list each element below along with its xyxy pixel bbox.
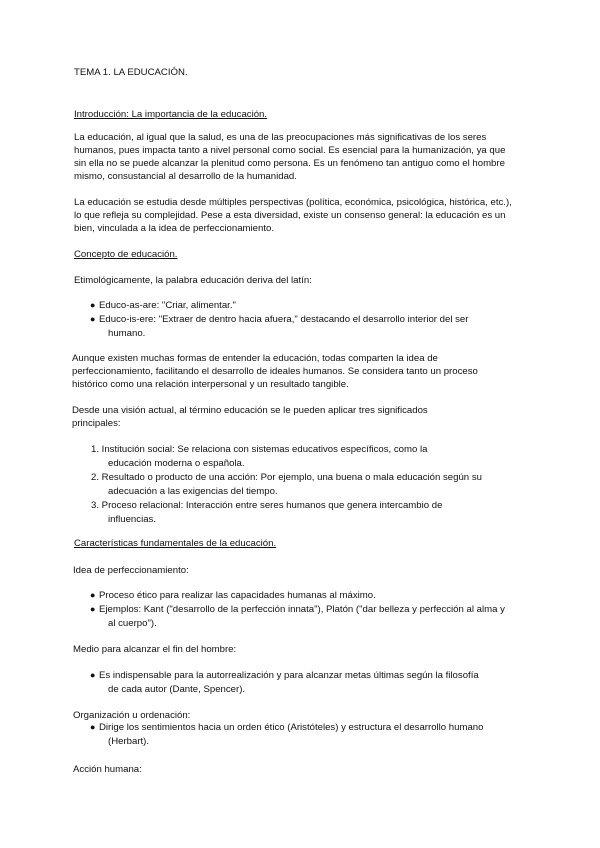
list-item-continuation: humano. (108, 328, 146, 339)
list-item: Ejemplos: Kant ("desarrollo de la perfección innata"), Platón ("dar belleza y perfección al alma y (99, 604, 505, 615)
desde-line: principales: (72, 418, 121, 429)
numbered-item: 3. Proceso relacional: Interacción entre seres humanos que genera intercambio de (91, 500, 443, 511)
numbered-item: 2. Resultado o producto de una acción: Por ejemplo, una buena o mala educación según su (91, 472, 482, 483)
document-title: TEMA 1. LA EDUCACIÓN. (74, 67, 188, 78)
numbered-item-continuation: educación moderna o española. (108, 458, 245, 469)
list-item: Dirige los sentimientos hacia un orden ético (Aristóteles) y estructura el desarrollo humano (99, 722, 484, 733)
list-item: Es indispensable para la autorrealización y para alcanzar metas últimas según la filosofía (99, 670, 479, 681)
numbered-item-continuation: influencias. (108, 514, 156, 525)
intro-p1-line: mismo, consustancial al desarrollo de la humanidad. (74, 171, 297, 182)
aunque-line: perfeccionamiento, facilitando el desarrollo de ideales humanos. Se considera tanto un proceso (72, 366, 478, 377)
section-title: Organización u ordenación: (73, 710, 191, 721)
section-title: Medio para alcanzar el fin del hombre: (73, 644, 237, 655)
list-item: Educo-as-are: "Criar, alimentar." (99, 300, 236, 311)
intro-p2-line: La educación se estudia desde múltiples perspectivas (política, económica, psicológica, histórica, etc.), (74, 197, 512, 208)
intro-p1-line: La educación, al igual que la salud, es una de las preocupaciones más significativas de los seres (74, 132, 487, 143)
etymology-text: Etimológicamente, la palabra educación deriva del latín: (74, 275, 312, 286)
intro-p1-line: sin ella no se puede alcanzar la plenitud como persona. Es un fenómeno tan antiguo como el hombre (74, 158, 505, 169)
bullet-icon: ● (90, 314, 96, 324)
bullet-icon: ● (90, 300, 96, 310)
caracteristicas-heading: Características fundamentales de la educación. (74, 538, 277, 549)
list-item-continuation: (Herbart). (108, 736, 150, 747)
list-item: Proceso ético para realizar las capacidades humanas al máximo. (99, 590, 376, 601)
intro-p2-line: bien, vinculada a la idea de perfeccionamiento. (74, 223, 275, 234)
list-item-continuation: al cuerpo"). (108, 618, 157, 629)
intro-heading: Introducción: La importancia de la educación. (74, 109, 268, 120)
numbered-item: 1. Institución social: Se relaciona con sistemas educativos específicos, como la (91, 444, 428, 455)
list-item-continuation: de cada autor (Dante, Spencer). (108, 684, 246, 695)
bullet-icon: ● (90, 604, 96, 614)
concepto-heading: Concepto de educación. (74, 249, 178, 260)
bullet-icon: ● (90, 590, 96, 600)
section-title: Idea de perfeccionamiento: (73, 565, 189, 576)
desde-line: Desde una visión actual, al término educación se le pueden aplicar tres significados (72, 405, 428, 416)
intro-p1-line: humanos, pues impacta tanto a nivel personal como social. Es esencial para la humanización, ya que (74, 145, 506, 156)
intro-p2-line: lo que refleja su complejidad. Pese a esta diversidad, existe un consenso general: la educación es un (74, 210, 506, 221)
bullet-icon: ● (90, 722, 96, 732)
list-item: Educo-is-ere: "Extraer de dentro hacia afuera," destacando el desarrollo interior del ser (99, 314, 469, 325)
section-title: Acción humana: (73, 764, 142, 775)
numbered-item-continuation: adecuación a las exigencias del tiempo. (108, 486, 278, 497)
aunque-line: Aunque existen muchas formas de entender la educación, todas comparten la idea de (72, 353, 438, 364)
aunque-line: histórico como una relación interpersonal y un resultado tangible. (72, 379, 349, 390)
bullet-icon: ● (90, 670, 96, 680)
